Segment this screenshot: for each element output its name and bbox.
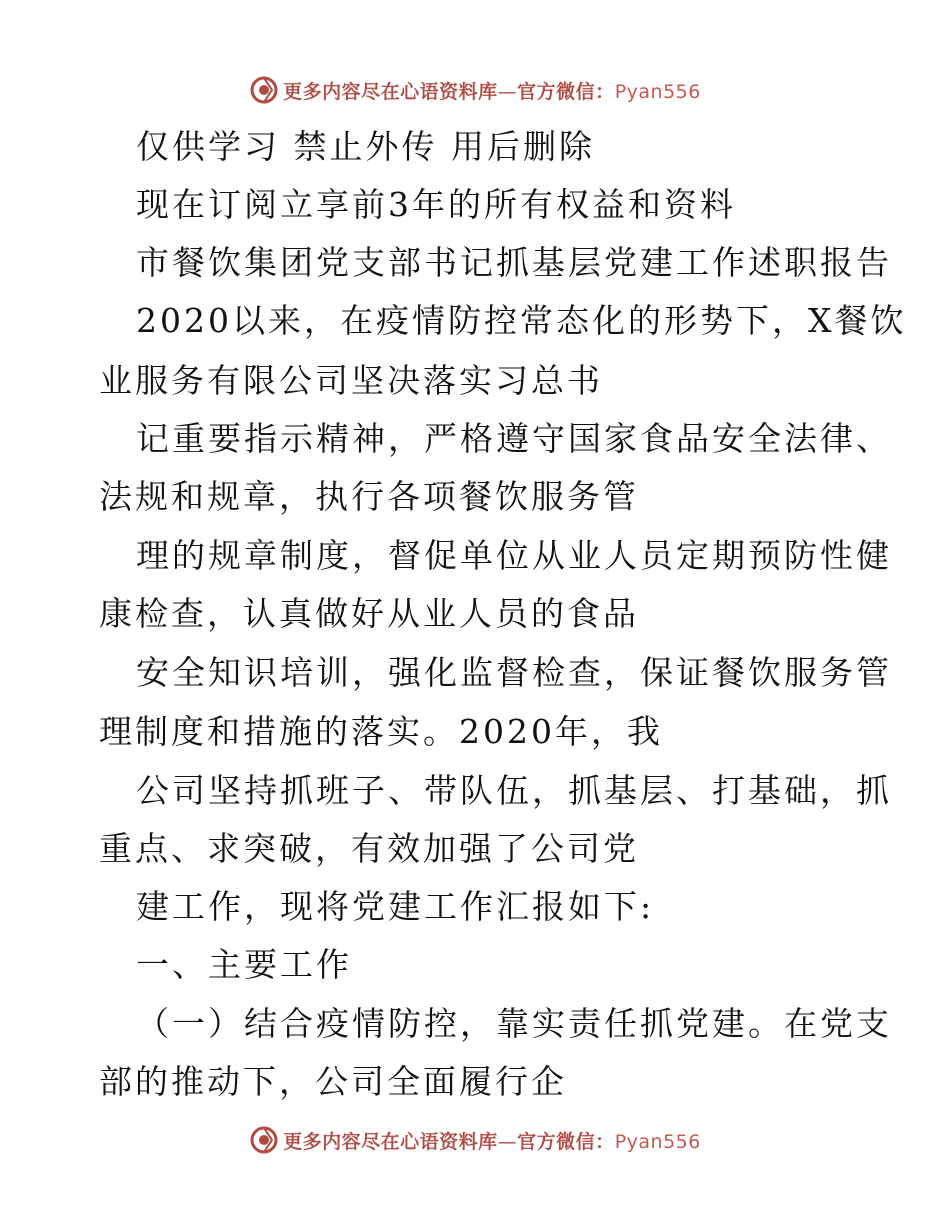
document-title: 市餐饮集团党支部书记抓基层党建工作述职报告 <box>136 243 892 282</box>
paragraph-line: 部的推动下，公司全面履行企 <box>99 1062 567 1101</box>
watermark-official: 官方微信： <box>517 1130 615 1153</box>
paragraph-line: 重点、求突破，有效加强了公司党 <box>99 829 639 868</box>
paragraph-line: 安全知识培训，强化监督检查，保证餐饮服务管 <box>136 653 892 692</box>
watermark-separator: — <box>497 80 518 103</box>
watermark-separator: — <box>497 1130 518 1153</box>
brand-logo-icon <box>249 1125 279 1155</box>
paragraph-line: （一）结合疫情防控，靠实责任抓党建。在党支 <box>136 1004 892 1043</box>
paragraph-line: 康检查，认真做好从业人员的食品 <box>99 594 639 633</box>
paragraph-line: 公司坚持抓班子、带队伍，抓基层、打基础，抓 <box>136 771 892 810</box>
footer-watermark <box>0 1120 950 1160</box>
paragraph-line: 理的规章制度，督促单位从业人员定期预防性健 <box>136 536 892 575</box>
watermark-brand: 更多内容尽在心语资料库 <box>283 1130 498 1153</box>
section-heading: 一、主要工作 <box>136 945 352 984</box>
paragraph-line: 记重要指示精神，严格遵守国家食品安全法律、 <box>136 419 892 458</box>
watermark-wechat-id: Pyan556 <box>614 80 701 103</box>
notice-line: 仅供学习 禁止外传 用后删除 <box>136 127 595 166</box>
subscribe-line: 现在订阅立享前3年的所有权益和资料 <box>136 185 736 224</box>
paragraph-line: 理制度和措施的落实。2020年，我 <box>99 712 663 751</box>
header-watermark <box>0 70 950 110</box>
watermark-wechat-id: Pyan556 <box>614 1130 701 1153</box>
paragraph-line: 建工作，现将党建工作汇报如下: <box>136 887 655 926</box>
paragraph-line: 业服务有限公司坚决落实习总书 <box>99 361 603 400</box>
watermark-official: 官方微信： <box>517 80 615 103</box>
watermark-brand: 更多内容尽在心语资料库 <box>283 80 498 103</box>
paragraph-line: 2020以来，在疫情防控常态化的形势下，X餐饮 <box>136 301 907 340</box>
paragraph-line: 法规和规章，执行各项餐饮服务管 <box>99 477 639 516</box>
brand-logo-icon <box>249 75 279 105</box>
